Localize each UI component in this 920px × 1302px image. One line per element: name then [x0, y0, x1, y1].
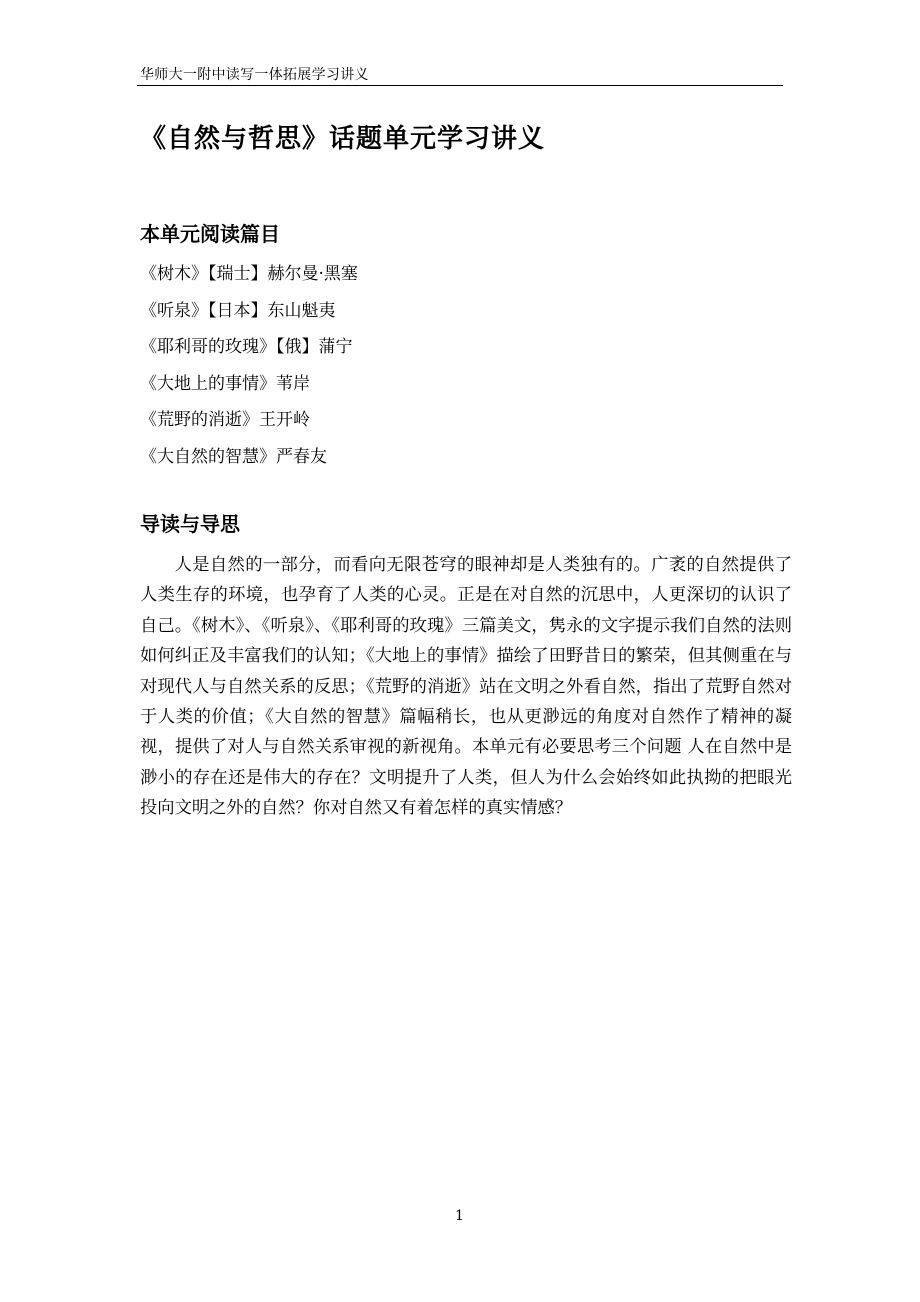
- reading-list: [140, 260, 358, 479]
- header-rule: [137, 85, 783, 86]
- reading-list-item: 《大自然的智慧》严春友: [140, 446, 327, 467]
- reading-list-item: 《耶利哥的玫瑰》【俄】蒲宁: [140, 337, 353, 357]
- running-header: 华师大一附中读写一体拓展学习讲义: [140, 67, 369, 83]
- reading-list-item: 《大地上的事情》苇岸: [140, 373, 310, 394]
- guide-heading: 导读与导思: [140, 512, 240, 536]
- guide-paragraph: 人是自然的一部分，而看向无限苍穹的眼神却是人类独有的。广袤的自然提供了人类生存的环境，也孕育了人类的心灵。正是在对自然的沉思中，人更深切的认识了自己。《树木》、《听泉》、《耶利哥的玫瑰》三篇美文，隽永的文字提示我们自然的法则如何纠正及丰富我们的认知；《大地上的事情》描绘了田野昔日的繁荣，但其侧重在与对现代人与自然关系的反思；《荒野的消逝》站在文明之外看自然，指出了荒野自然对于人类的价值；《大自然的智慧》篇幅稍长，也从更渺远的角度对自然作了精神的凝视，提供了对人与自然关系审视的新视角。本单元有必要思考三个问题 人在自然中是渺小的存在还是伟大的存在？文明提升了人类，但人为什么会始终如此执拗的把眼光投向文明之外的自然？你对自然又有着怎样的真实情感？: [140, 555, 792, 819]
- reading-list-item: 《荒野的消逝》王开岭: [140, 410, 310, 430]
- page-number: 1: [455, 1208, 464, 1224]
- reading-list-heading: 本单元阅读篇目: [140, 222, 280, 246]
- document-title: 《自然与哲思》话题单元学习讲义: [140, 124, 546, 154]
- reading-list-item: 《树木》【瑞士】赫尔曼·黑塞: [140, 264, 358, 284]
- reading-list-item: 《听泉》【日本】东山魁夷: [140, 300, 336, 321]
